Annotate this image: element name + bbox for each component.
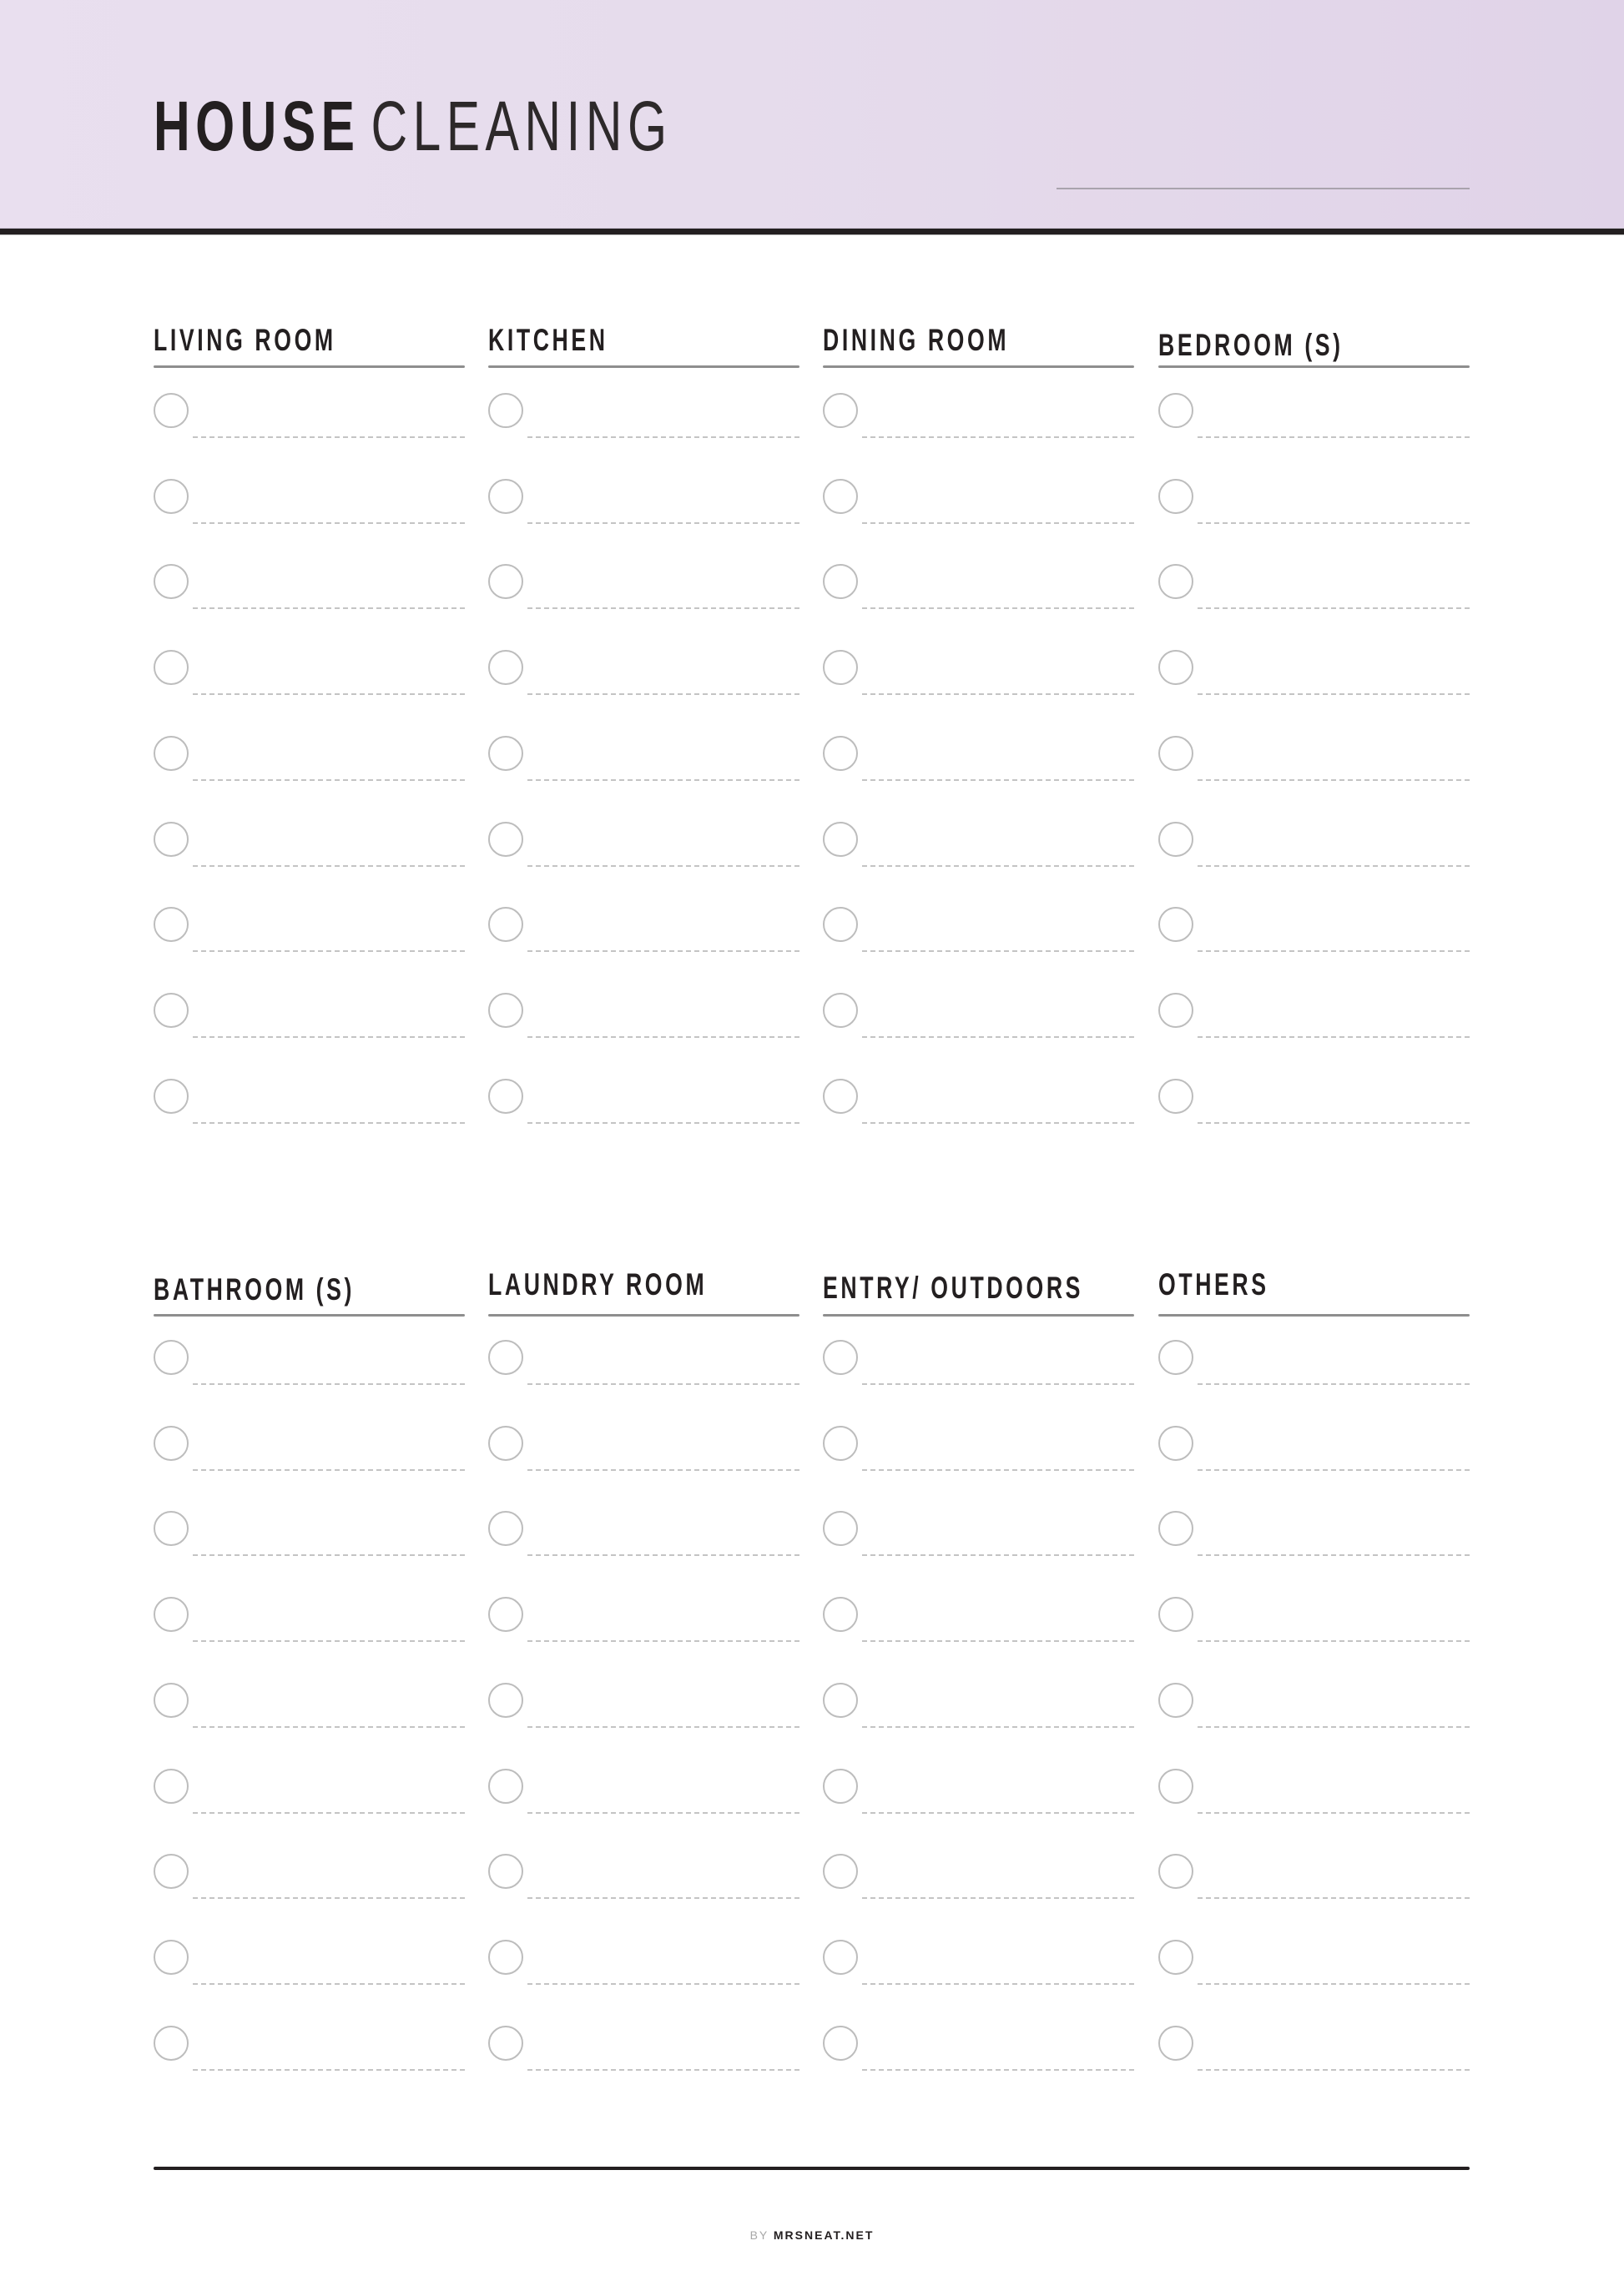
task-row — [823, 1511, 1134, 1596]
checkbox-circle-icon[interactable] — [1158, 393, 1193, 428]
task-row — [154, 650, 465, 735]
column-rule — [1158, 365, 1470, 368]
task-write-line[interactable] — [193, 1469, 465, 1471]
checkbox-circle-icon[interactable] — [488, 1340, 523, 1375]
task-write-line[interactable] — [862, 2069, 1134, 2071]
task-row — [488, 1511, 799, 1596]
task-write-line[interactable] — [527, 522, 799, 524]
task-row — [1158, 1940, 1470, 2025]
checkbox-circle-icon[interactable] — [1158, 822, 1193, 857]
task-row — [823, 1940, 1134, 2025]
task-write-line[interactable] — [193, 1554, 465, 1556]
column-title: BEDROOM (S) — [1158, 328, 1344, 362]
task-write-line[interactable] — [1198, 1983, 1470, 1985]
task-row — [823, 393, 1134, 478]
checkbox-circle-icon[interactable] — [488, 479, 523, 514]
footer-by: BY — [749, 2228, 769, 2242]
task-row — [488, 1079, 799, 1164]
task-row — [488, 1426, 799, 1511]
task-write-line[interactable] — [1198, 1554, 1470, 1556]
checkbox-circle-icon[interactable] — [823, 736, 858, 771]
checkbox-circle-icon[interactable] — [154, 1854, 189, 1889]
task-row — [154, 1426, 465, 1511]
task-row — [1158, 1340, 1470, 1425]
task-row — [823, 650, 1134, 735]
task-row — [823, 1340, 1134, 1425]
checkbox-circle-icon[interactable] — [488, 564, 523, 599]
checkbox-circle-icon[interactable] — [1158, 907, 1193, 942]
task-write-line[interactable] — [527, 1554, 799, 1556]
checkbox-circle-icon[interactable] — [823, 907, 858, 942]
checkbox-circle-icon[interactable] — [488, 393, 523, 428]
checkbox-circle-icon[interactable] — [488, 1683, 523, 1718]
task-row — [154, 1940, 465, 2025]
task-write-line[interactable] — [862, 1983, 1134, 1985]
task-write-line[interactable] — [527, 1897, 799, 1899]
task-write-line[interactable] — [193, 607, 465, 609]
checkbox-circle-icon[interactable] — [488, 1079, 523, 1114]
task-row — [154, 1683, 465, 1768]
task-row — [488, 1940, 799, 2025]
task-row — [154, 479, 465, 564]
checkbox-circle-icon[interactable] — [823, 1079, 858, 1114]
task-write-line[interactable] — [1198, 1469, 1470, 1471]
task-write-line[interactable] — [193, 2069, 465, 2071]
task-write-line[interactable] — [527, 693, 799, 695]
task-write-line[interactable] — [862, 1036, 1134, 1038]
task-row — [823, 736, 1134, 821]
checkbox-circle-icon[interactable] — [488, 650, 523, 685]
name-input-line[interactable] — [1057, 188, 1470, 189]
header-divider — [0, 229, 1624, 234]
checkbox-circle-icon[interactable] — [823, 1511, 858, 1546]
task-row — [1158, 564, 1470, 649]
task-row — [488, 393, 799, 478]
column-rule — [823, 1314, 1134, 1317]
checkbox-circle-icon[interactable] — [154, 1683, 189, 1718]
task-write-line[interactable] — [193, 522, 465, 524]
task-write-line[interactable] — [862, 693, 1134, 695]
footer-site: MRSNEAT.NET — [773, 2228, 875, 2242]
task-row — [154, 736, 465, 821]
task-row — [1158, 1769, 1470, 1854]
checkbox-circle-icon[interactable] — [1158, 2026, 1193, 2061]
checkbox-circle-icon[interactable] — [154, 564, 189, 599]
checkbox-circle-icon[interactable] — [488, 1426, 523, 1461]
task-write-line[interactable] — [1198, 693, 1470, 695]
column-title: LAUNDRY ROOM — [488, 1267, 708, 1302]
checkbox-circle-icon[interactable] — [1158, 650, 1193, 685]
task-row — [488, 1340, 799, 1425]
task-write-line[interactable] — [193, 1383, 465, 1385]
checkbox-circle-icon[interactable] — [1158, 993, 1193, 1028]
task-row — [488, 1854, 799, 1939]
task-write-line[interactable] — [862, 1554, 1134, 1556]
task-row — [823, 564, 1134, 649]
task-write-line[interactable] — [527, 865, 799, 867]
task-write-line[interactable] — [193, 1036, 465, 1038]
checkbox-circle-icon[interactable] — [488, 1854, 523, 1889]
checkbox-circle-icon[interactable] — [1158, 479, 1193, 514]
task-row — [823, 822, 1134, 907]
task-row — [1158, 2026, 1470, 2111]
task-write-line[interactable] — [1198, 522, 1470, 524]
checkbox-circle-icon[interactable] — [1158, 736, 1193, 771]
task-row — [488, 564, 799, 649]
column-title: ENTRY/ OUTDOORS — [823, 1271, 1084, 1305]
checkbox-circle-icon[interactable] — [488, 736, 523, 771]
task-row — [1158, 1079, 1470, 1164]
footer-divider — [154, 2167, 1470, 2170]
task-write-line[interactable] — [1198, 1383, 1470, 1385]
task-row — [488, 907, 799, 992]
task-row — [1158, 1854, 1470, 1939]
checkbox-circle-icon[interactable] — [154, 393, 189, 428]
task-write-line[interactable] — [527, 1036, 799, 1038]
checkbox-circle-icon[interactable] — [1158, 1597, 1193, 1632]
checkbox-circle-icon[interactable] — [488, 822, 523, 857]
title-light: CLEANING — [371, 87, 673, 165]
task-row — [1158, 1511, 1470, 1596]
task-write-line[interactable] — [527, 2069, 799, 2071]
checkbox-circle-icon[interactable] — [823, 993, 858, 1028]
checkbox-circle-icon[interactable] — [154, 736, 189, 771]
column-title: KITCHEN — [488, 323, 608, 357]
task-write-line[interactable] — [527, 779, 799, 781]
task-row — [823, 1597, 1134, 1682]
checkbox-circle-icon[interactable] — [154, 1079, 189, 1114]
task-write-line[interactable] — [862, 1640, 1134, 1642]
task-write-line[interactable] — [1198, 1640, 1470, 1642]
checkbox-circle-icon[interactable] — [154, 1769, 189, 1804]
task-row — [154, 393, 465, 478]
checkbox-circle-icon[interactable] — [154, 650, 189, 685]
task-write-line[interactable] — [862, 1812, 1134, 1814]
column-rule — [488, 365, 799, 368]
task-write-line[interactable] — [1198, 779, 1470, 781]
checkbox-circle-icon[interactable] — [154, 479, 189, 514]
task-row — [488, 1683, 799, 1768]
task-write-line[interactable] — [862, 950, 1134, 952]
task-write-line[interactable] — [193, 1726, 465, 1728]
task-row — [823, 1426, 1134, 1511]
task-row — [1158, 479, 1470, 564]
task-write-line[interactable] — [862, 607, 1134, 609]
task-row — [154, 822, 465, 907]
task-write-line[interactable] — [193, 779, 465, 781]
checkbox-circle-icon[interactable] — [154, 1597, 189, 1632]
checkbox-circle-icon[interactable] — [823, 1940, 858, 1975]
task-write-line[interactable] — [1198, 2069, 1470, 2071]
column-rule — [154, 365, 465, 368]
checkbox-circle-icon[interactable] — [154, 1340, 189, 1375]
task-write-line[interactable] — [193, 436, 465, 438]
task-row — [823, 1769, 1134, 1854]
footer-credit — [0, 2226, 1624, 2244]
task-write-line[interactable] — [527, 950, 799, 952]
task-write-line[interactable] — [527, 1640, 799, 1642]
checkbox-circle-icon[interactable] — [488, 2026, 523, 2061]
task-write-line[interactable] — [862, 1122, 1134, 1124]
checkbox-circle-icon[interactable] — [823, 1854, 858, 1889]
checkbox-circle-icon[interactable] — [488, 1511, 523, 1546]
task-row — [1158, 1683, 1470, 1768]
checkbox-circle-icon[interactable] — [823, 1597, 858, 1632]
task-write-line[interactable] — [862, 1897, 1134, 1899]
checkbox-circle-icon[interactable] — [823, 1769, 858, 1804]
checkbox-circle-icon[interactable] — [1158, 1940, 1193, 1975]
checkbox-circle-icon[interactable] — [1158, 1426, 1193, 1461]
task-write-line[interactable] — [193, 865, 465, 867]
task-row — [1158, 993, 1470, 1078]
task-write-line[interactable] — [1198, 865, 1470, 867]
task-row — [1158, 393, 1470, 478]
task-write-line[interactable] — [193, 1122, 465, 1124]
task-row — [154, 1597, 465, 1682]
checkbox-circle-icon[interactable] — [1158, 1340, 1193, 1375]
checkbox-circle-icon[interactable] — [1158, 1079, 1193, 1114]
checkbox-circle-icon[interactable] — [823, 1683, 858, 1718]
task-row — [823, 993, 1134, 1078]
task-write-line[interactable] — [862, 779, 1134, 781]
task-write-line[interactable] — [527, 607, 799, 609]
task-write-line[interactable] — [527, 1983, 799, 1985]
task-row — [154, 1079, 465, 1164]
task-write-line[interactable] — [193, 1640, 465, 1642]
task-row — [154, 1511, 465, 1596]
checkbox-circle-icon[interactable] — [1158, 1511, 1193, 1546]
task-row — [823, 1683, 1134, 1768]
title-bold: HOUSE — [154, 87, 361, 165]
task-write-line[interactable] — [1198, 1812, 1470, 1814]
column-rule — [154, 1314, 465, 1317]
task-row — [1158, 1426, 1470, 1511]
task-row — [488, 1597, 799, 1682]
task-row — [488, 736, 799, 821]
task-write-line[interactable] — [527, 436, 799, 438]
task-write-line[interactable] — [862, 865, 1134, 867]
checkbox-circle-icon[interactable] — [823, 1340, 858, 1375]
task-write-line[interactable] — [862, 1469, 1134, 1471]
column-title: OTHERS — [1158, 1267, 1269, 1302]
checkbox-circle-icon[interactable] — [488, 1597, 523, 1632]
task-write-line[interactable] — [527, 1726, 799, 1728]
task-write-line[interactable] — [862, 1383, 1134, 1385]
task-write-line[interactable] — [527, 1122, 799, 1124]
task-write-line[interactable] — [527, 1469, 799, 1471]
checkbox-circle-icon[interactable] — [488, 1769, 523, 1804]
task-row — [488, 1769, 799, 1854]
column-rule — [1158, 1314, 1470, 1317]
task-row — [154, 907, 465, 992]
task-write-line[interactable] — [527, 1383, 799, 1385]
task-row — [154, 993, 465, 1078]
checkbox-circle-icon[interactable] — [823, 393, 858, 428]
checkbox-circle-icon[interactable] — [823, 650, 858, 685]
task-row — [1158, 1597, 1470, 1682]
task-row — [154, 1854, 465, 1939]
task-write-line[interactable] — [1198, 1726, 1470, 1728]
checkbox-circle-icon[interactable] — [823, 564, 858, 599]
task-row — [823, 479, 1134, 564]
task-row — [823, 1854, 1134, 1939]
checkbox-circle-icon[interactable] — [154, 907, 189, 942]
column-title: LIVING ROOM — [154, 323, 336, 357]
task-row — [1158, 822, 1470, 907]
checkbox-circle-icon[interactable] — [488, 993, 523, 1028]
task-row — [823, 1079, 1134, 1164]
checkbox-circle-icon[interactable] — [154, 1511, 189, 1546]
checkbox-circle-icon[interactable] — [488, 1940, 523, 1975]
column-rule — [488, 1314, 799, 1317]
page-title — [154, 88, 672, 164]
checkbox-circle-icon[interactable] — [823, 822, 858, 857]
task-write-line[interactable] — [1198, 607, 1470, 609]
task-write-line[interactable] — [1198, 1036, 1470, 1038]
column-title: DINING ROOM — [823, 323, 1010, 357]
checkbox-circle-icon[interactable] — [823, 1426, 858, 1461]
task-write-line[interactable] — [862, 436, 1134, 438]
checkbox-circle-icon[interactable] — [823, 479, 858, 514]
checkbox-circle-icon[interactable] — [154, 1426, 189, 1461]
task-row — [823, 907, 1134, 992]
task-row — [488, 993, 799, 1078]
task-write-line[interactable] — [1198, 1122, 1470, 1124]
task-row — [823, 2026, 1134, 2111]
task-row — [154, 2026, 465, 2111]
task-write-line[interactable] — [1198, 436, 1470, 438]
task-row — [488, 2026, 799, 2111]
task-write-line[interactable] — [862, 1726, 1134, 1728]
task-write-line[interactable] — [193, 950, 465, 952]
checkbox-circle-icon[interactable] — [154, 993, 189, 1028]
checkbox-circle-icon[interactable] — [1158, 1769, 1193, 1804]
checkbox-circle-icon[interactable] — [1158, 1683, 1193, 1718]
checkbox-circle-icon[interactable] — [154, 822, 189, 857]
column-rule — [823, 365, 1134, 368]
task-write-line[interactable] — [1198, 950, 1470, 952]
checkbox-circle-icon[interactable] — [154, 1940, 189, 1975]
task-row — [154, 1769, 465, 1854]
task-row — [1158, 907, 1470, 992]
task-write-line[interactable] — [193, 1983, 465, 1985]
task-row — [1158, 736, 1470, 821]
task-write-line[interactable] — [193, 1812, 465, 1814]
task-write-line[interactable] — [193, 693, 465, 695]
task-row — [154, 564, 465, 649]
column-title: BATHROOM (S) — [154, 1272, 355, 1307]
checkbox-circle-icon[interactable] — [1158, 564, 1193, 599]
task-write-line[interactable] — [1198, 1897, 1470, 1899]
checkbox-circle-icon[interactable] — [1158, 1854, 1193, 1889]
task-row — [488, 822, 799, 907]
task-row — [488, 650, 799, 735]
checkbox-circle-icon[interactable] — [488, 907, 523, 942]
task-write-line[interactable] — [527, 1812, 799, 1814]
checkbox-circle-icon[interactable] — [154, 2026, 189, 2061]
task-write-line[interactable] — [193, 1897, 465, 1899]
task-write-line[interactable] — [862, 522, 1134, 524]
checkbox-circle-icon[interactable] — [823, 2026, 858, 2061]
task-row — [488, 479, 799, 564]
task-row — [1158, 650, 1470, 735]
task-row — [154, 1340, 465, 1425]
